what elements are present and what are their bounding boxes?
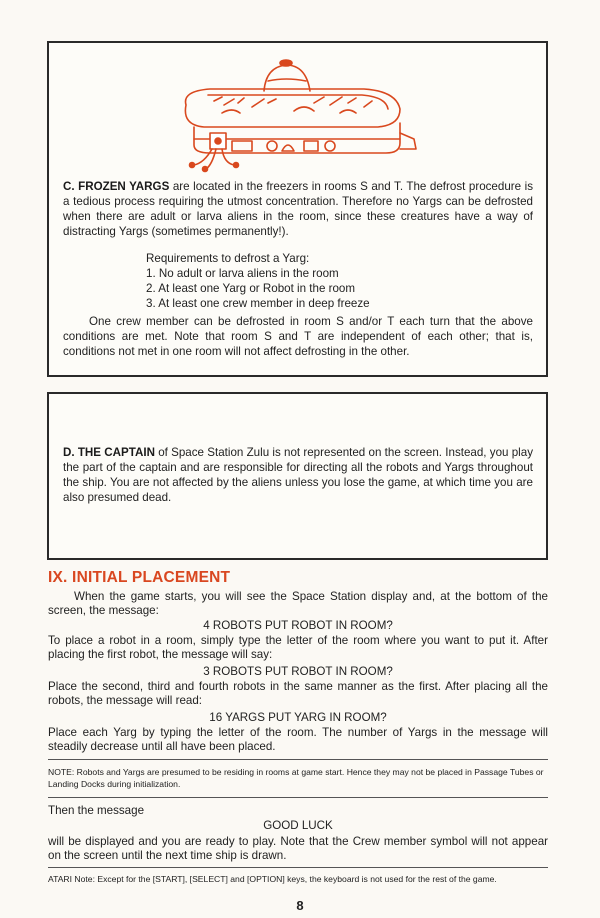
placement-more-robots: Place the second, third and fourth robots in the same manner as the first. After placing all the robots, the message will read: (48, 680, 548, 707)
divider (48, 867, 548, 868)
frozen-yargs-paragraph (63, 179, 533, 239)
message-robots-3: 3 ROBOTS PUT ROBOT IN ROOM? (203, 665, 393, 678)
message-yargs-16: 16 YARGS PUT YARG IN ROOM? (209, 711, 387, 724)
frozen-yargs-lead: C. FROZEN YARGS (63, 180, 170, 193)
message-robots-4: 4 ROBOTS PUT ROBOT IN ROOM? (203, 619, 393, 632)
captain-paragraph (63, 445, 533, 505)
captain-text: of Space Station Zulu is not represented on the screen. Instead, you play the part of the captain and are responsible for directing all the robots and Yargs throughout the ship. You are not affected by the aliens unless you lose the game, at which time you are also presumed dead. (63, 446, 533, 504)
ready-to-play-text: will be displayed and you are ready to play. Note that the Crew member symbol will not appear on the screen until the next time ship is drawn. (48, 835, 548, 862)
defrost-requirements (146, 251, 466, 311)
placement-intro: When the game starts, you will see the Space Station display and, at the bottom of the screen, the message: (48, 590, 548, 617)
placement-robot-text: To place a robot in a room, simply type the letter of the room where you want to put it. After placing the first robot, the message will say: (48, 634, 548, 661)
requirements-heading: Requirements to defrost a Yarg: (146, 252, 310, 265)
then-message-text: Then the message (48, 804, 145, 817)
divider (48, 797, 548, 798)
divider (48, 759, 548, 760)
defrost-rule-paragraph: One crew member can be defrosted in room S and/or T each turn that the above conditions are met. Note that room S and T are independent of each other; that is, conditions not met in one room will not affect defrosting in the other. (63, 315, 533, 358)
page-number: 8 (296, 898, 304, 913)
requirement-item: 1. No adult or larva aliens in the room (146, 267, 339, 280)
section-title: IX. INITIAL PLACEMENT (48, 569, 231, 586)
freezer-illustration (164, 53, 424, 173)
frozen-yargs-text: are located in the freezers in rooms S and T. The defrost procedure is a tedious process requiring the utmost concentration. Therefore no Yargs can be defrosted when there are adult or larva aliens in the room, since these creatures have a way of distracting Yargs (sometimes permanently!). (63, 180, 534, 238)
placement-yargs-text: Place each Yarg by typing the letter of the room. The number of Yargs in the message will steadily decrease until all have been placed. (48, 726, 548, 753)
requirement-item: 2. At least one Yarg or Robot in the room (146, 282, 356, 295)
captain-box (47, 392, 548, 560)
message-good-luck: GOOD LUCK (263, 819, 333, 832)
captain-lead: D. THE CAPTAIN (63, 446, 155, 459)
placement-note: NOTE: Robots and Yargs are presumed to be residing in rooms at game start. Hence they may not be placed in Passage Tubes or Landing Docks during initialization. (48, 767, 544, 789)
frozen-yargs-box (47, 41, 548, 377)
atari-note: ATARI Note: Except for the [START], [SELECT] and [OPTION] keys, the keyboard is not used for the rest of the game. (48, 874, 497, 884)
requirement-item: 3. At least one crew member in deep freeze (146, 297, 370, 310)
